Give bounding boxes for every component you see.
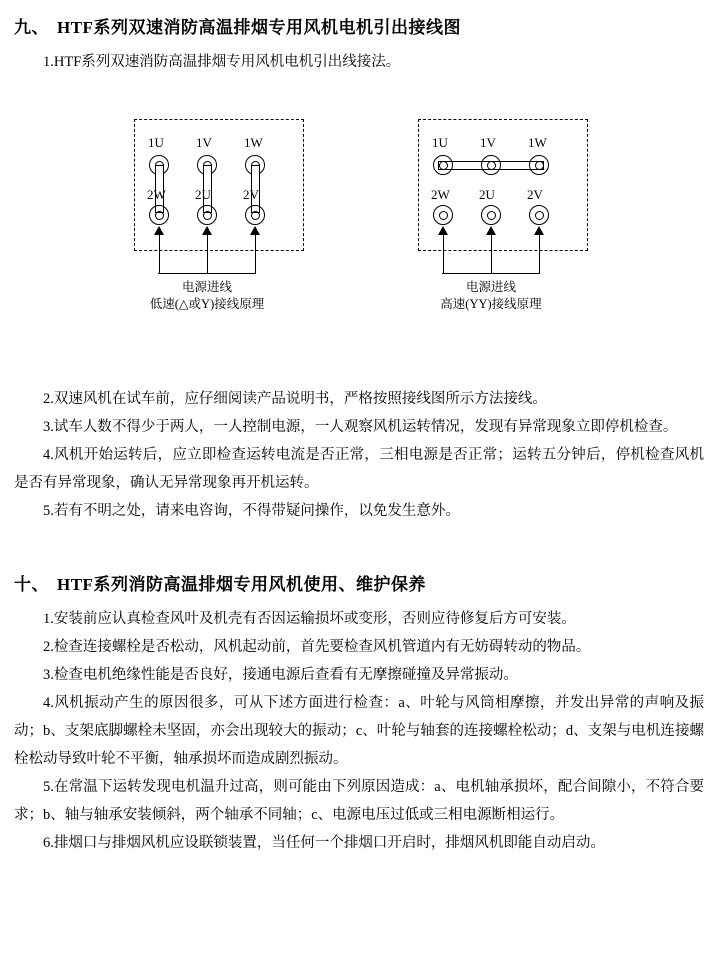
supply-bus-left bbox=[158, 273, 255, 274]
terminal-label-2u-left: 2U bbox=[195, 187, 211, 202]
terminal-1w-right bbox=[529, 155, 549, 175]
terminal-label-1u-right: 1U bbox=[432, 135, 448, 150]
caption-high-speed bbox=[361, 279, 621, 313]
paragraph-nine-3: 3.试车人数不得少于两人，一人控制电源，一人观察风机运转情况，发现有异常现象立即停机检查。 bbox=[43, 419, 678, 435]
supply-label-right: 电源进线 bbox=[465, 280, 516, 294]
terminal-1u-right bbox=[433, 155, 453, 175]
paragraph-ten-3: 3.检查电机绝缘性能是否良好，接通电源后查看有无摩擦碰撞及异常振动。 bbox=[43, 667, 518, 683]
terminal-label-1v-right: 1V bbox=[480, 135, 496, 150]
supply-arrow-right-2 bbox=[491, 234, 492, 274]
supply-arrow-left-3 bbox=[255, 234, 256, 274]
terminal-label-2w-right: 2W bbox=[431, 187, 450, 202]
caption-text-low-speed: 低速(△或Y)接线原理 bbox=[149, 297, 265, 311]
section-heading-ten bbox=[14, 570, 426, 595]
paragraph-nine-4: 4.风机开始运转后，应立即检查运转电流是否正常，三相电源是否正常；运转五分钟后，停机检查风机是否有异常现象，确认无异常现象再开机运转。 bbox=[14, 447, 704, 491]
section-nine-body bbox=[14, 385, 704, 525]
terminal-label-1w-left: 1W bbox=[244, 135, 263, 150]
caption-low-speed bbox=[77, 279, 337, 313]
terminal-2v-right bbox=[529, 205, 549, 225]
supply-arrow-right-1 bbox=[443, 234, 444, 274]
paragraph-ten-1: 1.安装前应认真检查风叶及机壳有否因运输损坏或变形，否则应待修复后方可安装。 bbox=[43, 611, 576, 627]
supply-bus-right bbox=[442, 273, 539, 274]
wiring-diagram bbox=[0, 105, 718, 335]
terminal-label-2v-right: 2V bbox=[527, 187, 543, 202]
paragraph-ten-4: 4.风机振动产生的原因很多，可从下述方面进行检查：a、叶轮与风筒相摩擦，并发出异常的声响及振动；b、支架底脚螺栓未坚固，亦会出现较大的振动；c、叶轮与轴套的连接螺栓松动；d、支架与电机连接螺栓松动导致叶轮不平衡，轴承损坏而造成剧烈振动。 bbox=[14, 695, 704, 767]
paragraph-ten-6: 6.排烟口与排烟风机应设联锁装置，当任何一个排烟口开启时，排烟风机即能自动启动。 bbox=[43, 835, 605, 851]
caption-text-high-speed: 高速(YY)接线原理 bbox=[440, 297, 542, 311]
section-title-nine: HTF系列双速消防高温排烟专用风机电机引出接线图 bbox=[57, 18, 461, 37]
section-title-ten: HTF系列消防高温排烟专用风机使用、维护保养 bbox=[57, 575, 426, 594]
paragraph-nine-2: 2.双速风机在试车前，应仔细阅读产品说明书，严格按照接线图所示方法接线。 bbox=[43, 391, 547, 407]
supply-arrow-right-3 bbox=[539, 234, 540, 274]
terminal-label-2w-left: 2W bbox=[147, 187, 166, 202]
terminal-label-1w-right: 1W bbox=[528, 135, 547, 150]
paragraph-nine-intro: 1.HTF系列双速消防高温排烟专用风机电机引出线接法。 bbox=[43, 54, 401, 70]
terminal-label-2u-right: 2U bbox=[479, 187, 495, 202]
terminal-2u-right bbox=[481, 205, 501, 225]
terminal-2w-left bbox=[149, 205, 169, 225]
terminal-1v-right bbox=[481, 155, 501, 175]
paragraph-ten-5: 5.在常温下运转发现电机温升过高，则可能由下列原因造成：a、电机轴承损坏，配合间隙小，不符合要求；b、轴与轴承安装倾斜，两个轴承不同轴；c、电源电压过低或三相电源断相运行。 bbox=[14, 779, 704, 823]
paragraph-nine-5: 5.若有不明之处，请来电咨询，不得带疑问操作，以免发生意外。 bbox=[43, 503, 460, 519]
section-ten-body bbox=[14, 605, 704, 857]
terminal-2w-right bbox=[433, 205, 453, 225]
terminal-2v-left bbox=[245, 205, 265, 225]
paragraph-ten-2: 2.检查连接螺栓是否松动，风机起动前，首先要检查风机管道内有无妨碍转动的物品。 bbox=[43, 639, 591, 655]
section-heading-nine bbox=[14, 13, 461, 38]
terminal-label-1u-left: 1U bbox=[148, 135, 164, 150]
terminal-2u-left bbox=[197, 205, 217, 225]
terminal-label-2v-left: 2V bbox=[243, 187, 259, 202]
supply-arrow-left-2 bbox=[207, 234, 208, 274]
section-number-ten: 十、 bbox=[14, 575, 49, 594]
section-number-nine: 九、 bbox=[14, 18, 49, 37]
terminal-label-1v-left: 1V bbox=[196, 135, 212, 150]
supply-arrow-left-1 bbox=[159, 234, 160, 274]
supply-label-left: 电源进线 bbox=[181, 280, 232, 294]
